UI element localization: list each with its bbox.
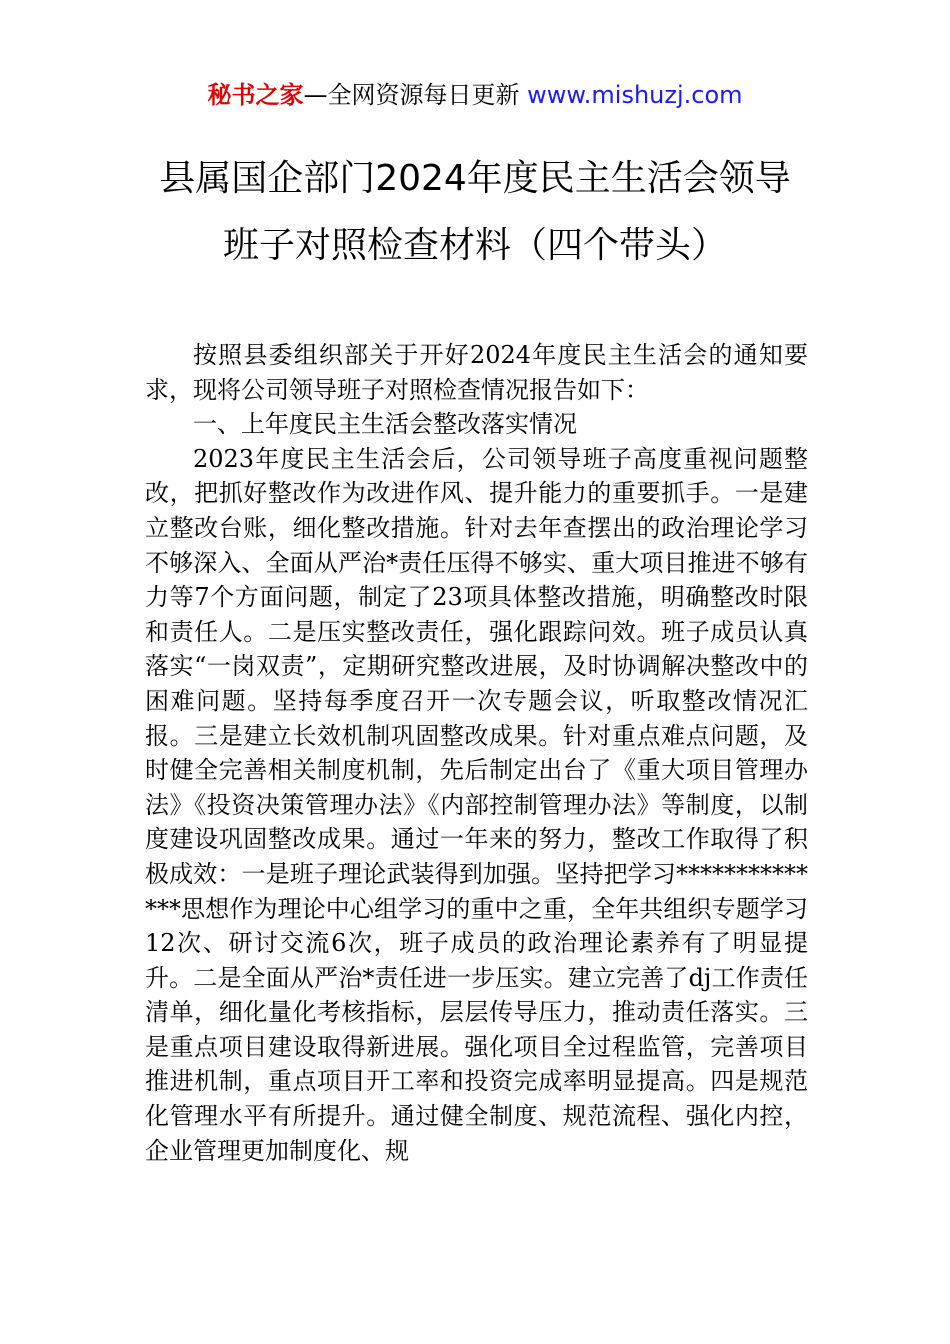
document-title-line-2: 班子对照检查材料（四个带头） <box>222 225 727 266</box>
site-tagline: —全网资源每日更新 <box>303 81 520 109</box>
section-heading: 一、上年度民主生活会整改落实情况 <box>193 410 577 439</box>
intro-paragraph: 按照县委组织部关于开好2024年度民主生活会的通知要求，现将公司领导班子对照检查情况报告如下： <box>145 341 808 404</box>
body-paragraph: 2023年度民主生活会后，公司领导班子高度重视问题整改，把抓好整改作为改进作风、提升能力的重要抓手。一是建立整改台账，细化整改措施。针对去年查摆出的政治理论学习不够深入、全面从严治*责任压得不够实、重大项目推进不够有力等7个方面问题，制定了23项具体整改措施，明确整改时限和责任人。二是压实整改责任，强化跟踪问效。班子成员认真落实“一岗双责”，定期研究整改进展，及时协调解决整改中的困难问题。坚持每季度召开一次专题会议，听取整改情况汇报。三是建立长效机制巩固整改成果。针对重点难点问题，及时健全完善相关制度机制，先后制定出台了《重大项目管理办法》《投资决策管理办法》《内部控制管理办法》等制度，以制度建设巩固整改成果。通过一年来的努力，整改工作取得了积极成效：一是班子理论武装得到加强。坚持把学习**************思想作为理论中心组学习的重中之重，全年共组织专题学习12次、研讨交流6次，班子成员的政治理论素养有了明显提升。二是全面从严治*责任进一步压实。建立完善了dj工作责任清单，细化量化考核指标，层层传导压力，推动责任落实。三是重点项目建设取得新进展。强化项目全过程监管，完善项目推进机制，重点项目开工率和投资完成率明显提高。四是规范化管理水平有所提升。通过健全制度、规范流程、强化内控，企业管理更加制度化、规 <box>145 444 808 1165</box>
site-header <box>0 78 950 112</box>
document-title-line-1: 县属国企部门2024年度民主生活会领导 <box>159 158 791 199</box>
site-brand: 秘书之家 <box>207 81 304 109</box>
document-body <box>145 338 808 1168</box>
site-url-link[interactable]: www.mishuzj.com <box>527 81 743 109</box>
